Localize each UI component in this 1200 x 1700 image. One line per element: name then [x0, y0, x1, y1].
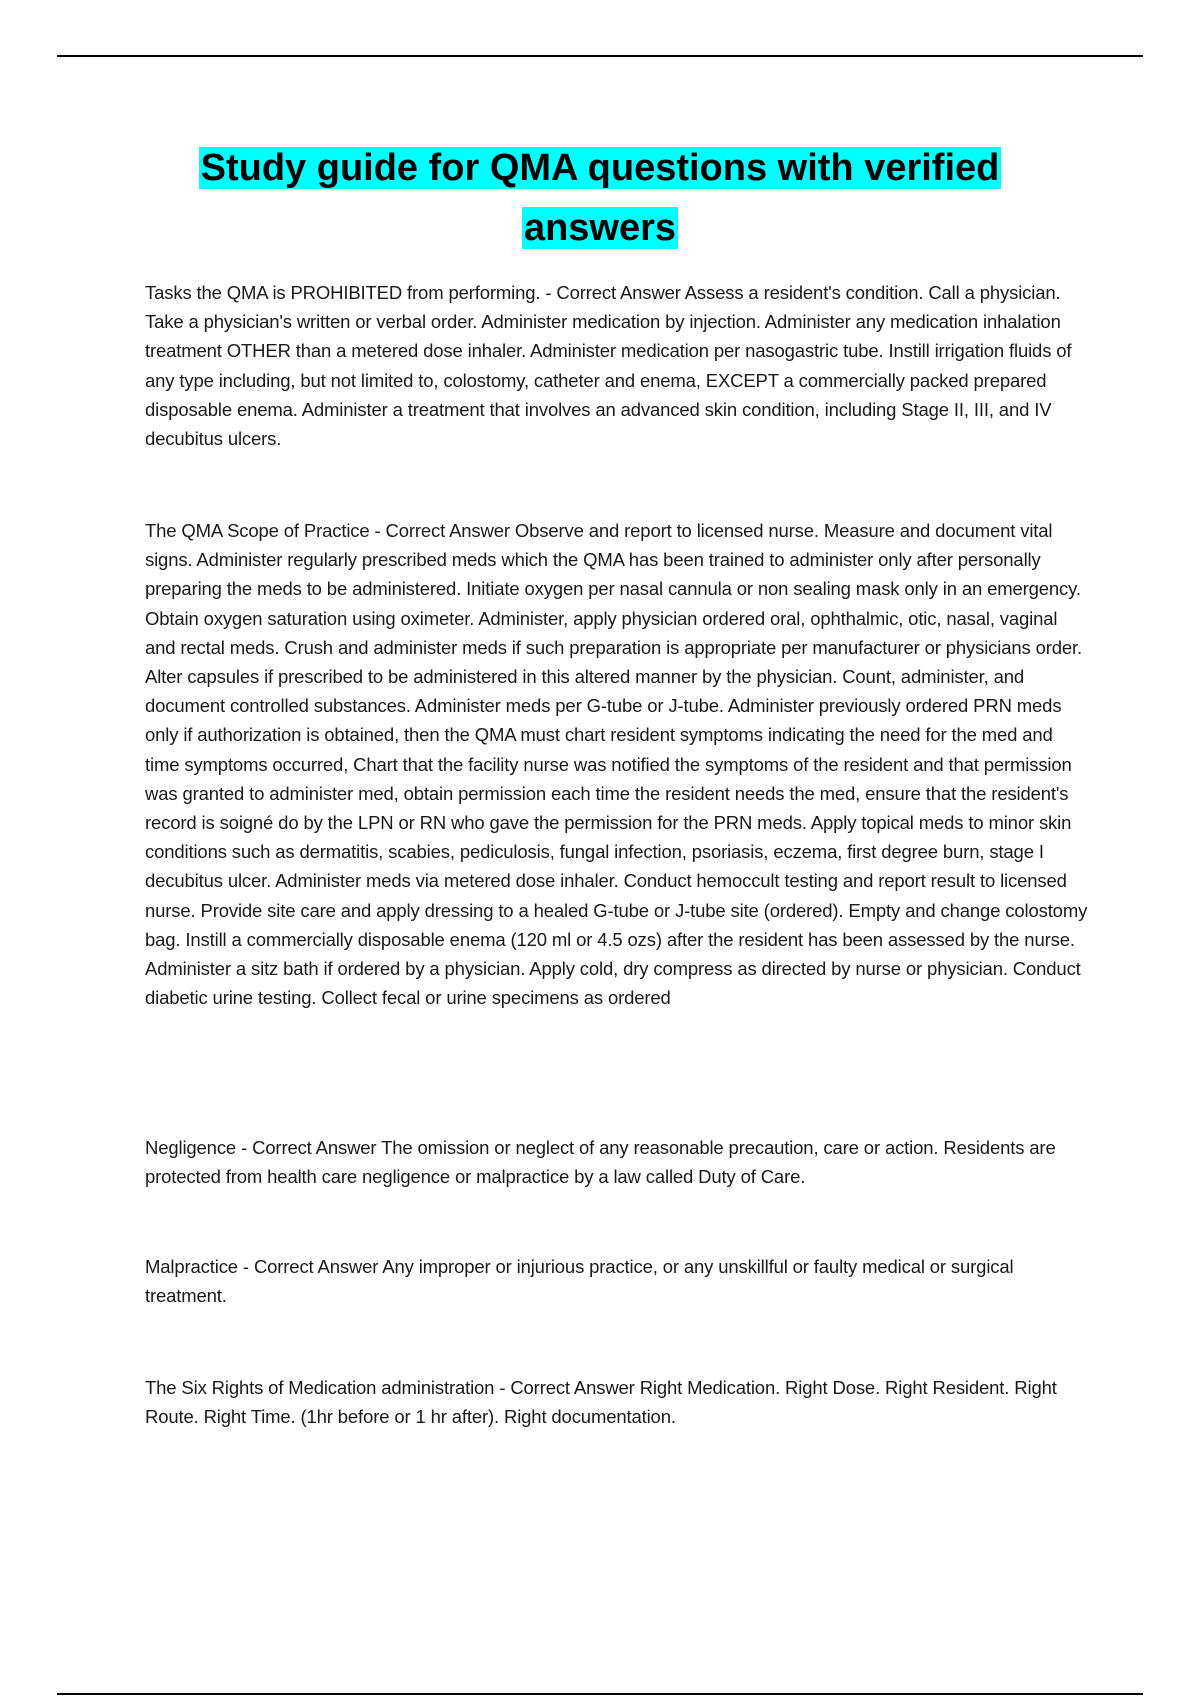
entry-answer: Any improper or injurious practice, or any unskillful or faulty medical or surgical treatment.: [145, 1256, 1014, 1307]
title-line-1: Study guide for QMA questions with verified: [200, 147, 1000, 189]
document-title: [100, 138, 1100, 258]
entry-answer-label: Correct Answer: [252, 1137, 377, 1158]
entry-answer-label: Correct Answer: [253, 1256, 379, 1277]
entry-term: The QMA Scope of Practice: [145, 520, 370, 541]
title-line-2: answers: [523, 207, 677, 249]
entry-term: Malpractice: [145, 1256, 238, 1277]
qa-entry-negligence: [145, 1133, 1090, 1191]
entry-term: Tasks the QMA is PROHIBITED from performing.: [145, 282, 541, 303]
entry-answer: Right Medication. Right Dose. Right Resident. Right Route. Right Time. (1hr before or 1 hr after). Right documentation.: [145, 1377, 1057, 1428]
qa-entry-malpractice: [145, 1252, 1090, 1310]
entry-answer: The omission or neglect of any reasonable precaution, care or action. Residents are protected from health care negligence or malpractice by a law called Duty of Care.: [145, 1137, 1056, 1188]
entry-answer-label: Correct Answer: [556, 282, 681, 303]
entry-answer-label: Correct Answer: [385, 520, 510, 541]
entry-answer: Assess a resident's condition. Call a physician. Take a physician's written or verbal order. Administer medication by injection. Administer any medication inhalation treatment OTHER than a metered dose inhaler. Administer medication per nasogastric tube. Instill irrigation fluids of any type including, but not limited to, colostomy, catheter and enema, EXCEPT a commercially packed prepared disposable enema. Administer a treatment that involves an advanced skin condition, including Stage II, III, and IV decubitus ulcers.: [145, 282, 1072, 450]
entry-separator: -: [494, 1377, 511, 1398]
qa-entry-scope-of-practice: [145, 516, 1090, 1012]
entry-separator: -: [540, 282, 557, 303]
top-divider: [57, 55, 1143, 57]
entry-answer-label: Correct Answer: [510, 1377, 635, 1398]
entry-answer: Observe and report to licensed nurse. Measure and document vital signs. Administer regularly prescribed meds which the QMA has been trained to administer only after personally preparing the meds to be administered. Initiate oxygen per nasal cannula or non sealing mask only in an emergency. Obtain oxygen saturation using oximeter. Administer, apply physician ordered oral, ophthalmic, otic, nasal, vaginal and rectal meds. Crush and administer meds if such preparation is appropriate per manufacturer or physicians order. Alter capsules if prescribed to be administered in this altered manner by the physician. Count, administer, and document controlled substances. Administer meds per G-tube or J-tube. Administer previously ordered PRN meds only if authorization is obtained, then the QMA must chart resident symptoms indicating the need for the med and time symptoms occurred, Chart that the facility nurse was notified the symptoms of the resident and that permission was granted to administer med, obtain permission each time the resident needs the med, ensure that the resident's record is soigné do by the LPN or RN who gave the permission for the PRN meds. Apply topical meds to minor skin conditions such as dermatitis, scabies, pediculosis, fungal infection, psoriasis, eczema, first degree burn, stage I decubitus ulcer. Administer meds via metered dose inhaler. Conduct hemoccult testing and report result to licensed nurse. Provide site care and apply dressing to a healed G-tube or J-tube site (ordered). Empty and change colostomy bag. Instill a commercially disposable enema (120 ml or 4.5 ozs) after the resident has been assessed by the nurse. Administer a sitz bath if ordered by a physician. Apply cold, dry compress as directed by nurse or physician. Conduct diabetic urine testing. Collect fecal or urine specimens as ordered: [145, 520, 1088, 1009]
entry-separator: -: [369, 520, 386, 541]
bottom-divider: [57, 1693, 1143, 1695]
entry-separator: -: [236, 1137, 253, 1158]
qa-entry-six-rights: [145, 1373, 1090, 1431]
entry-term: The Six Rights of Medication administration: [145, 1377, 495, 1398]
entry-term: Negligence: [145, 1137, 237, 1158]
qa-entry-prohibited-tasks: [145, 278, 1090, 453]
entry-separator: -: [237, 1256, 254, 1277]
